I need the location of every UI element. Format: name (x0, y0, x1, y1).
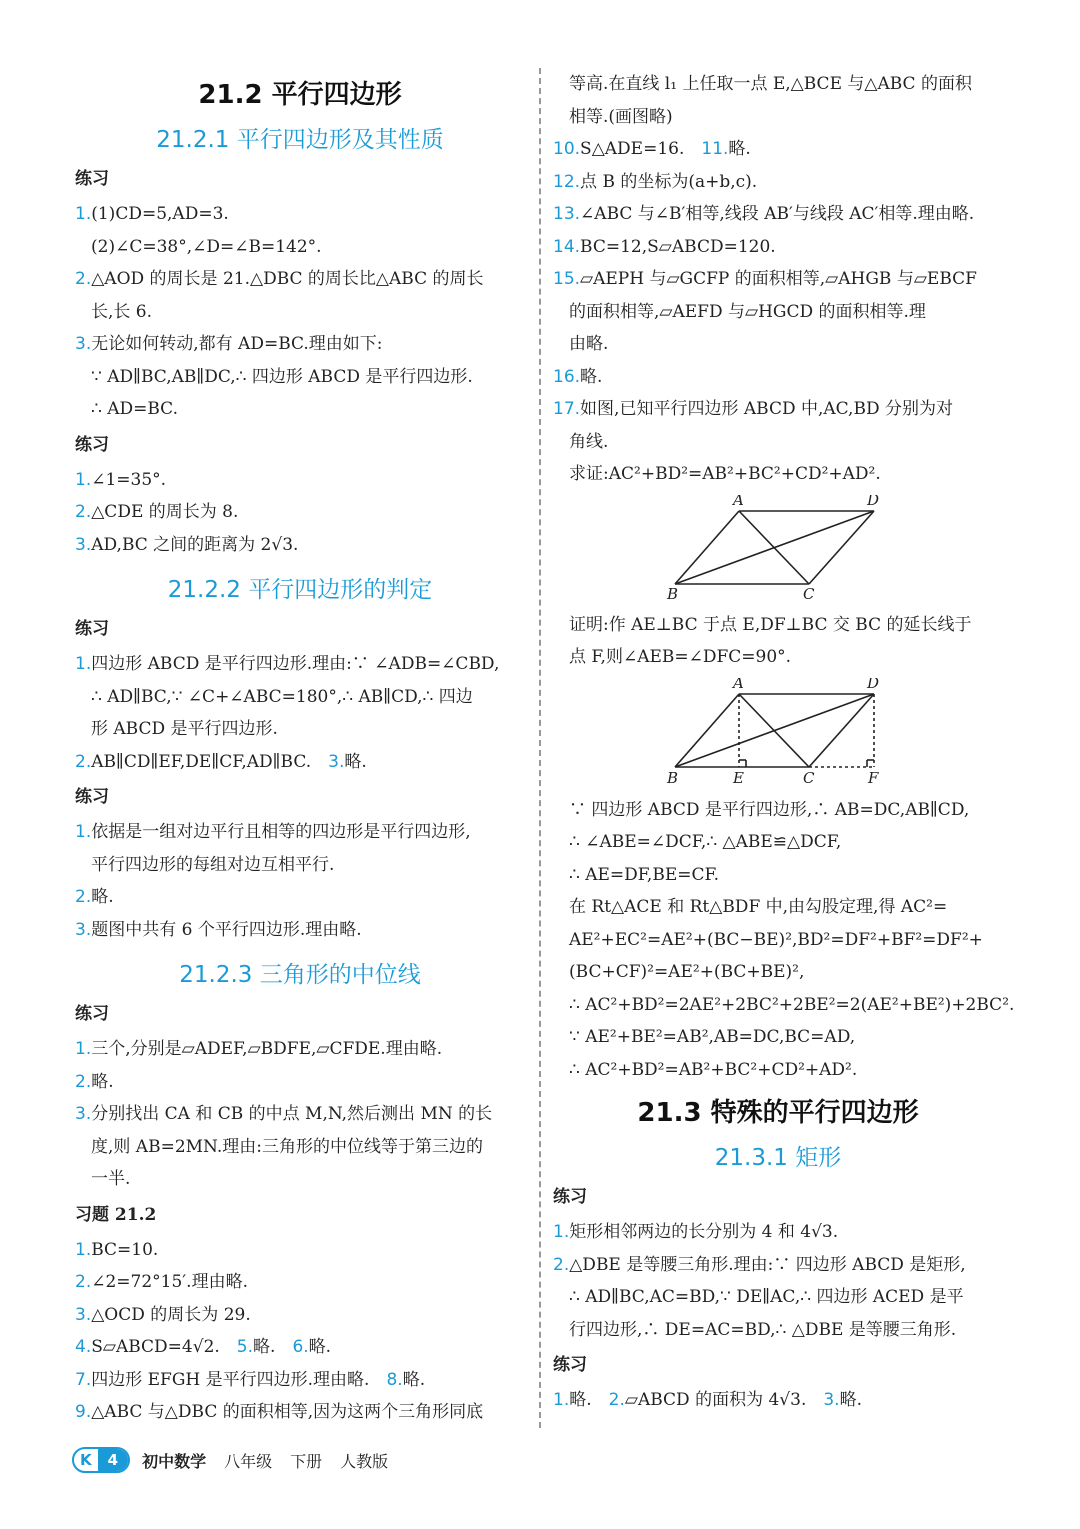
label-c: C (803, 768, 815, 786)
answer-line (75, 198, 525, 231)
answer-number: 3. (823, 1390, 840, 1410)
answer-line (75, 1331, 525, 1364)
answer-continuation: 证明:作 AE⊥BC 于点 E,DF⊥BC 交 BC 的延长线于 (569, 614, 972, 635)
exercise-heading: 练习 (75, 787, 109, 807)
answer-text: 略. (580, 366, 603, 387)
page-footer (72, 1446, 406, 1474)
answer-number: 15. (553, 269, 581, 289)
answer-number: 3. (75, 1104, 92, 1124)
answer-line (75, 648, 525, 681)
answer-number: 4. (75, 1337, 92, 1357)
answer-text: 分别找出 CA 和 CB 的中点 M,N,然后测出 MN 的长 (91, 1104, 493, 1124)
answer-continuation: 相等.(画图略) (569, 106, 673, 127)
answer-text: 依据是一组对边平行且相等的四边形是平行四边形, (91, 822, 471, 842)
exercise-heading: 习题 21.2 (75, 1204, 157, 1225)
answer-continuation: (2)∠C=38°,∠D=∠B=142°. (91, 236, 322, 257)
answer-continuation: (BC+CF)²=AE²+(BC+BE)², (569, 962, 805, 982)
parallelogram-proof-diagram (663, 678, 1003, 790)
answer-number: 10. (553, 139, 581, 159)
answer-text: AD,BC 之间的距离为 2√3. (91, 534, 299, 555)
page-badge (72, 1447, 130, 1473)
answer-number: 3. (75, 1304, 92, 1325)
answer-line (75, 914, 525, 947)
answer-text: 略. (344, 751, 367, 772)
answer-text: 略. (402, 1369, 426, 1390)
badge-letter: K (80, 1451, 92, 1469)
answer-continuation: 平行四边形的每组对边互相平行. (91, 854, 335, 875)
answer-line (75, 263, 525, 296)
answer-number: 8. (386, 1369, 403, 1390)
answer-text: 略. (728, 139, 751, 159)
answer-text: 四边形 EFGH 是平行四边形.理由略. (91, 1369, 370, 1390)
exercise-heading: 练习 (75, 169, 109, 189)
answer-line (75, 1299, 525, 1332)
section-heading: 21.2 平行四边形 (198, 80, 402, 110)
answer-text: 略. (91, 887, 114, 907)
answer-continuation: 求证:AC²+BD²=AB²+BC²+CD²+AD². (569, 464, 881, 484)
answer-number: 3. (75, 919, 92, 940)
answer-continuation: ∵ AE²+BE²=AB²,AB=DC,BC=AD, (569, 1027, 856, 1047)
answer-number: 11. (701, 139, 729, 159)
answer-line (75, 1066, 525, 1099)
answer-line (553, 133, 1003, 166)
answer-text: ▱AEPH 与▱GCFP 的面积相等,▱AHGB 与▱EBCF (580, 269, 977, 289)
answer-continuation: 长,长 6. (91, 301, 153, 322)
answer-continuation: 的面积相等,▱AEFD 与▱HGCD 的面积相等.理 (569, 301, 926, 322)
answer-text: 略. (569, 1390, 592, 1410)
answer-number: 3. (328, 751, 345, 772)
answer-text: 无论如何转动,都有 AD=BC.理由如下: (91, 334, 383, 354)
subsection-heading: 21.2.2 平行四边形的判定 (167, 577, 433, 603)
answer-text: S▱ABCD=4√2. (91, 1337, 220, 1357)
answer-number: 1. (553, 1390, 570, 1410)
answer-number: 7. (75, 1369, 92, 1390)
answer-text: △ABC 与△DBC 的面积相等,因为这两个三角形同底 (91, 1402, 484, 1422)
subsection-heading: 21.3.1 矩形 (714, 1145, 842, 1171)
answer-continuation: ∵ AD∥BC,AB∥DC,∴ 四边形 ABCD 是平行四边形. (91, 366, 473, 387)
exercise-heading: 练习 (553, 1187, 587, 1207)
answer-line (75, 464, 525, 497)
answer-line (553, 361, 1003, 394)
answer-line (553, 1384, 1003, 1417)
answer-line (75, 1396, 525, 1429)
answer-text: (1)CD=5,AD=3. (91, 204, 229, 224)
answer-text: 略. (308, 1337, 332, 1357)
answer-text: △CDE 的周长为 8. (91, 502, 239, 522)
answer-text: 四边形 ABCD 是平行四边形.理由:∵ ∠ADB=∠CBD, (91, 654, 500, 674)
answer-number: 13. (553, 204, 581, 224)
answer-line (553, 231, 1003, 264)
answer-number: 5. (236, 1337, 254, 1357)
answer-line (553, 1216, 1003, 1249)
section-heading: 21.3 特殊的平行四边形 (637, 1098, 919, 1128)
answer-number: 2. (75, 502, 92, 522)
answer-text: 如图,已知平行四边形 ABCD 中,AC,BD 分别为对 (580, 399, 953, 419)
label-c: C (803, 584, 815, 601)
answer-number: 2. (608, 1390, 625, 1410)
answer-continuation: 由略. (569, 334, 609, 354)
answer-text: ∠ABC 与∠B′相等,线段 AB′与线段 AC′相等.理由略. (580, 204, 975, 224)
answer-number: 2. (75, 1272, 92, 1292)
answer-number: 2. (75, 1071, 92, 1092)
answer-continuation: 一半. (91, 1169, 131, 1189)
answer-line (75, 1033, 525, 1066)
answer-text: ∠2=72°15′.理由略. (91, 1272, 248, 1292)
exercise-heading: 练习 (75, 619, 109, 639)
answer-text: 略. (91, 1071, 114, 1092)
answer-text: BC=10. (91, 1239, 159, 1260)
answer-line (75, 816, 525, 849)
label-b: B (667, 768, 679, 786)
answer-number: 9. (75, 1402, 92, 1422)
answer-line (553, 1249, 1003, 1282)
answer-continuation: ∵ 四边形 ABCD 是平行四边形,∴ AB=DC,AB∥CD, (569, 799, 970, 820)
answer-text: 题图中共有 6 个平行四边形.理由略. (91, 919, 362, 940)
answer-line (75, 1266, 525, 1299)
exercise-heading: 练习 (75, 1004, 109, 1024)
label-b: B (667, 584, 679, 601)
diagonal-bd (675, 511, 874, 584)
subsection-heading: 21.2.3 三角形的中位线 (179, 962, 421, 988)
answer-text: 点 B 的坐标为(a+b,c). (580, 171, 758, 192)
answer-number: 1. (75, 204, 92, 224)
answer-continuation: ∴ AD=BC. (91, 399, 178, 419)
answer-number: 16. (553, 366, 581, 387)
answer-number: 3. (75, 534, 92, 555)
answer-number: 3. (75, 334, 92, 354)
answer-continuation: 行四边形,∴ DE=AC=BD,∴ △DBE 是等腰三角形. (569, 1319, 957, 1340)
column-divider (539, 68, 541, 1428)
answer-continuation: 等高.在直线 l₁ 上任取一点 E,△BCE 与△ABC 的面积 (569, 74, 972, 94)
answer-line (75, 1364, 525, 1397)
answer-continuation: 角线. (569, 431, 609, 452)
exercise-heading: 练习 (75, 434, 109, 455)
answer-number: 2. (75, 269, 92, 289)
answer-number: 17. (553, 399, 581, 419)
answer-text: △OCD 的周长为 29. (91, 1304, 251, 1325)
answer-continuation: ∴ AD∥BC,∵ ∠C+∠ABC=180°,∴ AB∥CD,∴ 四边 (91, 686, 473, 707)
page-number: 4 (98, 1449, 128, 1471)
answer-continuation: ∴ AD∥BC,AC=BD,∵ DE∥AC,∴ 四边形 ACED 是平 (569, 1287, 964, 1307)
answer-line (75, 1234, 525, 1267)
answer-text: △AOD 的周长是 21.△DBC 的周长比△ABC 的周长 (91, 269, 484, 289)
answer-continuation: 在 Rt△ACE 和 Rt△BDF 中,由勾股定理,得 AC²= (569, 897, 948, 917)
label-d: D (867, 677, 880, 692)
side-dc (809, 511, 874, 584)
answer-text: △DBE 是等腰三角形.理由:∵ 四边形 ABCD 是矩形, (569, 1254, 966, 1275)
answer-continuation: ∴ ∠ABE=∠DCF,∴ △ABE≌△DCF, (569, 832, 842, 852)
answer-text: S△ADE=16. (580, 139, 685, 159)
answer-continuation: ∴ AC²+BD²=AB²+BC²+CD²+AD². (569, 1059, 858, 1080)
label-f: F (868, 768, 879, 786)
answer-line (75, 328, 525, 361)
answer-number: 1. (75, 822, 92, 842)
answer-number: 6. (292, 1337, 309, 1357)
answer-text: 矩形相邻两边的长分别为 4 和 4√3. (569, 1222, 839, 1242)
answer-continuation: ∴ AE=DF,BE=CF. (569, 864, 720, 885)
footer-grade: 八年级 (224, 1451, 273, 1471)
label-d: D (867, 494, 880, 509)
parallelogram-diagram (663, 495, 1003, 605)
label-a: A (733, 494, 744, 509)
footer-volume: 下册 (290, 1451, 323, 1471)
answer-text: 三个,分别是▱ADEF,▱BDFE,▱CFDE.理由略. (91, 1039, 443, 1059)
answer-text: 略. (253, 1337, 276, 1357)
answer-line (75, 1098, 525, 1131)
answer-line (553, 198, 1003, 231)
answer-text: AB∥CD∥EF,DE∥CF,AD∥BC. (91, 751, 312, 772)
answer-text: ∠1=35°. (91, 469, 167, 490)
footer-edition: 人教版 (340, 1451, 389, 1471)
answer-continuation: 形 ABCD 是平行四边形. (91, 719, 278, 739)
answer-number: 1. (75, 1239, 92, 1260)
diagonal-bd (675, 694, 874, 767)
answer-line (75, 529, 525, 562)
answer-continuation: ∴ AC²+BD²=2AE²+2BC²+2BE²=2(AE²+BE²)+2BC². (569, 994, 1015, 1015)
answer-text: 略. (839, 1390, 862, 1410)
answer-number: 2. (75, 887, 92, 907)
answer-text: BC=12,S▱ABCD=120. (580, 236, 776, 257)
answer-number: 2. (553, 1254, 570, 1275)
side-dc (809, 694, 874, 767)
answer-line (75, 746, 525, 779)
answer-number: 12. (553, 171, 581, 192)
answer-line (553, 263, 1003, 296)
answer-line (75, 881, 525, 914)
exercise-heading: 练习 (553, 1355, 587, 1375)
label-a: A (733, 677, 744, 692)
answer-text: ▱ABCD 的面积为 4√3. (624, 1390, 807, 1410)
left-column (75, 68, 525, 1429)
right-column (553, 68, 1015, 1417)
subsection-heading: 21.2.1 平行四边形及其性质 (156, 127, 444, 153)
answer-number: 14. (553, 236, 581, 257)
answer-line (75, 496, 525, 529)
answer-line (553, 393, 1003, 426)
answer-number: 1. (75, 469, 92, 490)
footer-subject: 初中数学 (142, 1451, 207, 1471)
answer-number: 1. (75, 1039, 92, 1059)
answer-number: 2. (75, 751, 92, 772)
answer-number: 1. (553, 1222, 570, 1242)
answer-continuation: 点 F,则∠AEB=∠DFC=90°. (569, 647, 792, 667)
answer-line (553, 166, 1003, 199)
label-e: E (733, 768, 744, 786)
answer-continuation: AE²+EC²=AE²+(BC−BE)²,BD²=DF²+BF²=DF²+ (569, 929, 983, 950)
answer-number: 1. (75, 654, 92, 674)
answer-continuation: 度,则 AB=2MN.理由:三角形的中位线等于第三边的 (91, 1136, 483, 1157)
